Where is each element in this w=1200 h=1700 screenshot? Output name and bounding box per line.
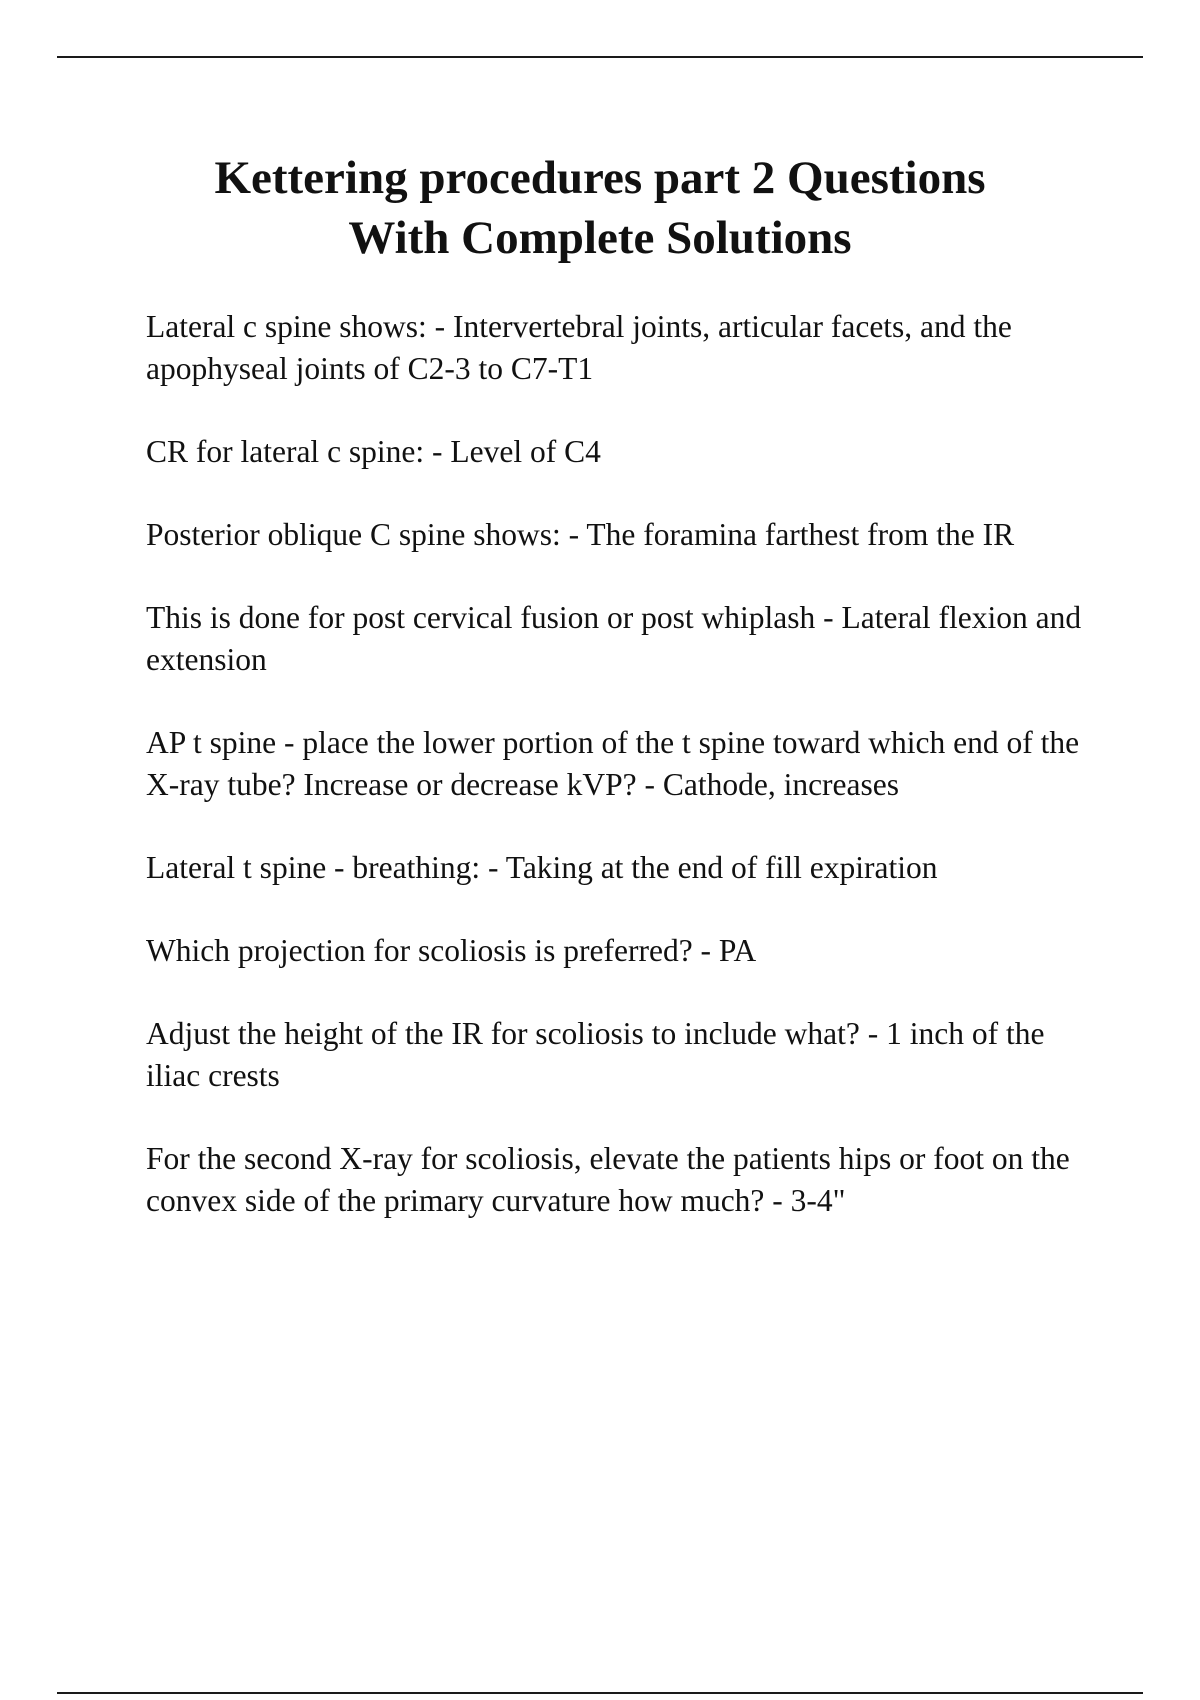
qa-item: Lateral c spine shows: - Intervertebral joints, articular facets, and the apophyseal joints of C2-3 to C7-T1: [146, 309, 1012, 386]
qa-item: AP t spine - place the lower portion of the t spine toward which end of the X-ray tube? Increase or decrease kVP? - Cathode, increases: [146, 725, 1080, 802]
title-line-2: With Complete Solutions: [348, 212, 852, 264]
qa-item: Adjust the height of the IR for scoliosis to include what? - 1 inch of the iliac crests: [146, 1016, 1045, 1093]
qa-item: This is done for post cervical fusion or post whiplash - Lateral flexion and extension: [146, 600, 1082, 677]
qa-list: [146, 306, 1096, 1222]
qa-item: For the second X-ray for scoliosis, elevate the patients hips or foot on the convex side of the primary curvature how much? - 3-4": [146, 1141, 1070, 1218]
qa-item: Which projection for scoliosis is preferred? - PA: [146, 933, 757, 968]
qa-item: CR for lateral c spine: - Level of C4: [146, 434, 601, 469]
qa-item: Lateral t spine - breathing: - Taking at the end of fill expiration: [146, 850, 938, 885]
qa-item: Posterior oblique C spine shows: - The foramina farthest from the IR: [146, 517, 1015, 552]
title-line-1: Kettering procedures part 2 Questions: [214, 152, 986, 204]
header-rule: [57, 56, 1143, 58]
page-title: [100, 148, 1100, 268]
footer-rule: [57, 1692, 1143, 1694]
